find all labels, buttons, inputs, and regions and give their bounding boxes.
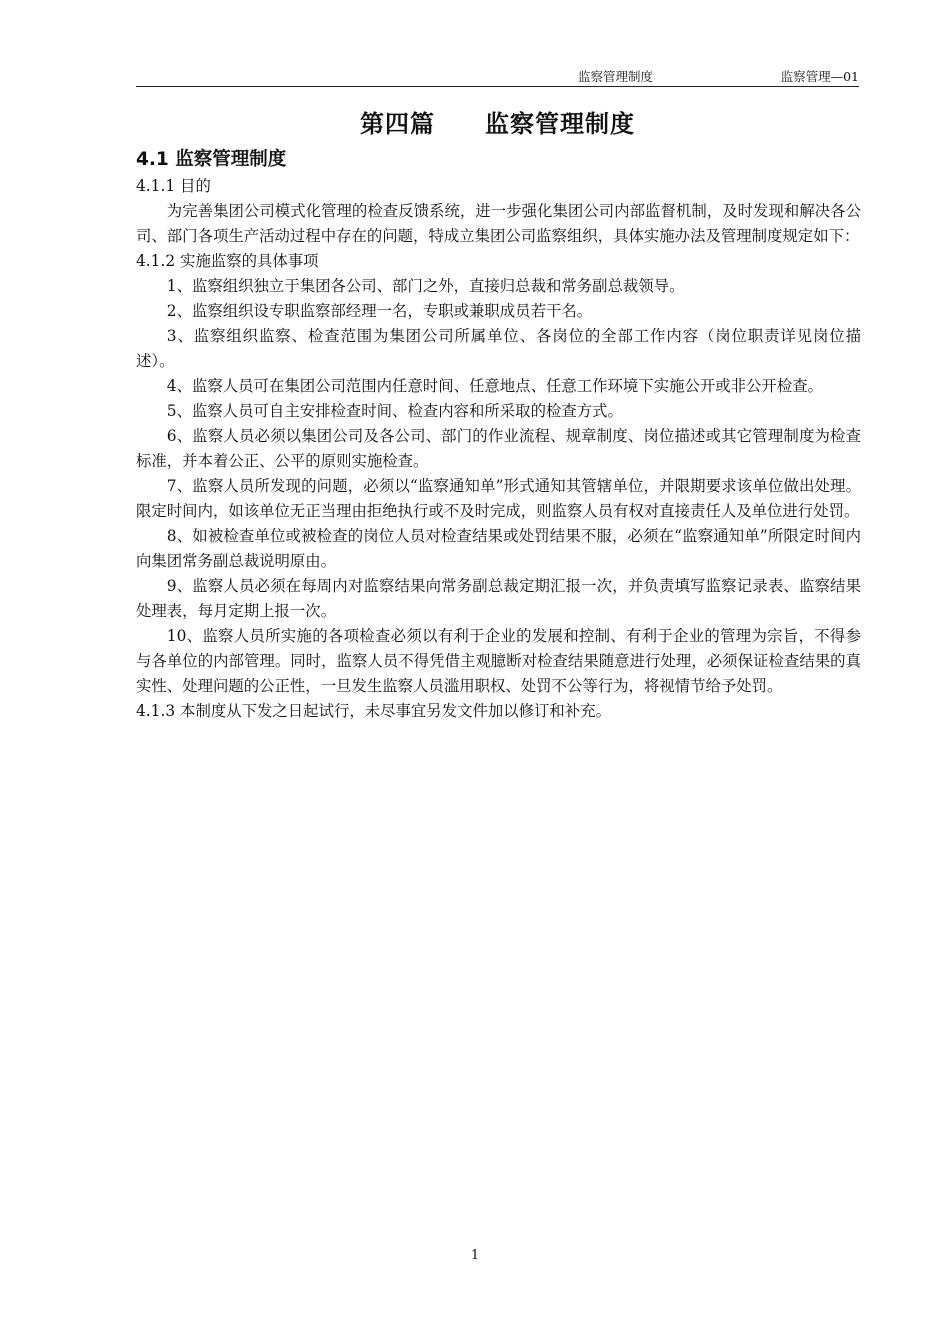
list-item: 10、监察人员所实施的各项检查必须以有利于企业的发展和控制、有利于企业的管理为宗旨，不得参与各单位的内部管理。同时，监察人员不得凭借主观臆断对检查结果随意进行处理，必须保证检查结果的真实性、处理问题的公正性，一旦发生监察人员滥用职权、处罚不公等行为，将视情节给予处罚。: [136, 627, 861, 695]
list-item: 5、监察人员可自主安排检查时间、检查内容和所采取的检查方式。: [166, 402, 623, 420]
header-doc-code: 监察管理—01: [780, 69, 859, 84]
closing-paragraph: 4.1.3 本制度从下发之日起试行，未尽事宜另发文件加以修订和补充。: [136, 702, 611, 720]
document-body: [136, 146, 861, 724]
items-heading: 4.1.2 实施监察的具体事项: [136, 252, 319, 270]
header-doc-title: 监察管理制度: [578, 69, 654, 84]
list-item: 2、监察组织设专职监察部经理一名，专职或兼职成员若干名。: [166, 302, 593, 320]
section-title: 4.1 监察管理制度: [136, 149, 287, 170]
page-number: 1: [470, 1248, 480, 1263]
list-item: 1、监察组织独立于集团各公司、部门之外，直接归总裁和常务副总裁领导。: [166, 277, 685, 295]
chapter-title: 第四篇 监察管理制度: [360, 110, 635, 138]
list-item: 7、监察人员所发现的问题，必须以“监察通知单”形式通知其管辖单位，并限期要求该单位做出处理。限定时间内，如该单位无正当理由拒绝执行或不及时完成，则监察人员有权对直接责任人及单位进行处罚。: [136, 477, 861, 520]
list-item: 6、监察人员必须以集团公司及各公司、部门的作业流程、规章制度、岗位描述或其它管理制度为检查标准，并本着公正、公平的原则实施检查。: [136, 427, 861, 470]
list-item: 8、如被检查单位或被检查的岗位人员对检查结果或处罚结果不服，必须在“监察通知单”所限定时间内向集团常务副总裁说明原由。: [136, 527, 861, 570]
purpose-heading: 4.1.1 目的: [136, 177, 211, 195]
purpose-paragraph: 为完善集团公司模式化管理的检查反馈系统，进一步强化集团公司内部监督机制，及时发现和解决各公司、部门各项生产活动过程中存在的问题，特成立集团公司监察组织，具体实施办法及管理制度规定如下：: [136, 202, 861, 245]
list-item: 3、监察组织监察、检查范围为集团公司所属单位、各岗位的全部工作内容（岗位职责详见岗位描述）。: [136, 327, 861, 370]
page-header: [136, 64, 859, 87]
list-item: 4、监察人员可在集团公司范围内任意时间、任意地点、任意工作环境下实施公开或非公开检查。: [166, 377, 823, 395]
list-item: 9、监察人员必须在每周内对监察结果向常务副总裁定期汇报一次，并负责填写监察记录表、监察结果处理表，每月定期上报一次。: [136, 577, 861, 620]
